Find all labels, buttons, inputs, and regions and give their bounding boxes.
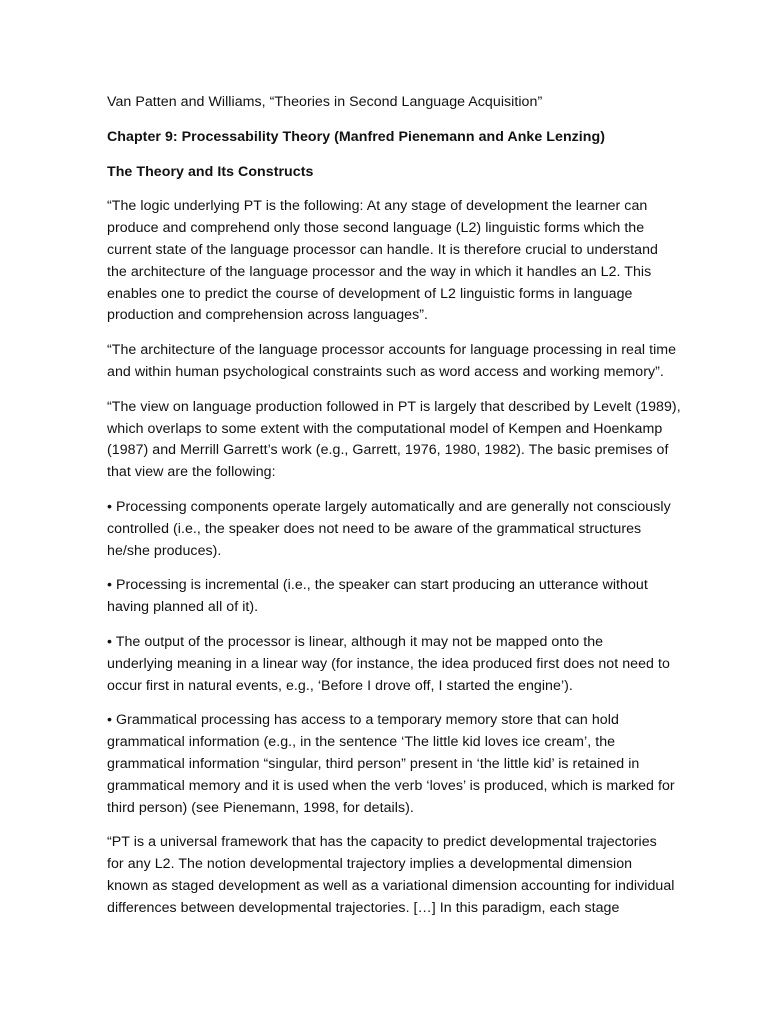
text-line: • The output of the processor is linear, although it may not be mapped onto the <box>107 633 604 650</box>
text-line: third person) (see Pienemann, 1998, for details). <box>107 799 414 816</box>
paragraph <box>107 196 668 327</box>
body-paragraphs <box>107 196 681 919</box>
text-line: underlying meaning in a linear way (for instance, the idea produced first does not need to <box>107 655 670 672</box>
text-line: having planned all of it). <box>107 599 259 616</box>
text-line: current state of the language processor can handle. It is therefore crucial to understand <box>107 241 658 258</box>
text-line: enables one to predict the course of development of L2 linguistic forms in language <box>107 285 633 302</box>
paragraph <box>107 397 681 484</box>
text-line: grammatical memory and it is used when the verb ‘loves’ is produced, which is marked for <box>107 777 675 794</box>
section-heading: The Theory and Its Constructs <box>107 163 314 180</box>
text-line: for any L2. The notion developmental trajectory implies a developmental dimension <box>107 856 633 873</box>
text-line: • Processing is incremental (i.e., the speaker can start producing an utterance without <box>107 577 648 594</box>
text-line: “PT is a universal framework that has the capacity to predict developmental trajectories <box>107 834 657 851</box>
chapter-heading: Chapter 9: Processability Theory (Manfred Pienemann and Anke Lenzing) <box>107 128 606 145</box>
paragraph <box>107 832 675 919</box>
paragraph <box>107 710 675 819</box>
paragraph <box>107 497 671 562</box>
paragraph <box>107 575 668 619</box>
paragraph <box>107 632 668 697</box>
text-line: controlled (i.e., the speaker does not need to be aware of the grammatical structures <box>107 520 642 537</box>
source-citation: Van Patten and Williams, “Theories in Second Language Acquisition” <box>107 94 543 110</box>
text-line: known as staged development as well as a variational dimension accounting for individual <box>107 877 675 894</box>
paragraph <box>107 340 677 384</box>
text-line: “The logic underlying PT is the following: At any stage of development the learner can <box>107 198 648 215</box>
text-line: produce and comprehend only those second language (L2) linguistic forms which the <box>107 220 645 237</box>
text-line: occur first in natural events, e.g., ‘Before I drove off, I started the engine’). <box>107 677 573 694</box>
text-line: the architecture of the language processor and the way in which it handles an L2. This <box>107 263 652 280</box>
text-line: differences between developmental trajectories. […] In this paradigm, each stage <box>107 899 620 916</box>
text-line: he/she produces). <box>107 542 222 559</box>
text-line: and within human psychological constraints such as word access and working memory”. <box>107 363 664 380</box>
text-line: that view are the following: <box>107 464 276 481</box>
text-line: (1987) and Merrill Garrett’s work (e.g., Garrett, 1976, 1980, 1982). The basic premises of <box>107 442 669 459</box>
text-line: “The architecture of the language processor accounts for language processing in real time <box>107 342 677 359</box>
text-line: production and comprehension across languages”. <box>107 307 428 324</box>
text-line: • Grammatical processing has access to a temporary memory store that can hold <box>107 712 619 729</box>
text-line: which overlaps to some extent with the computational model of Kempen and Hoenkamp <box>107 420 663 437</box>
text-line: • Processing components operate largely automatically and are generally not consciously <box>107 498 671 515</box>
text-line: grammatical information (e.g., in the sentence ‘The little kid loves ice cream’, the <box>107 734 616 751</box>
text-line: grammatical information “singular, third person” present in ‘the little kid’ is retained in <box>107 755 640 772</box>
text-line: “The view on language production followed in PT is largely that described by Levelt (1989), <box>107 398 681 415</box>
